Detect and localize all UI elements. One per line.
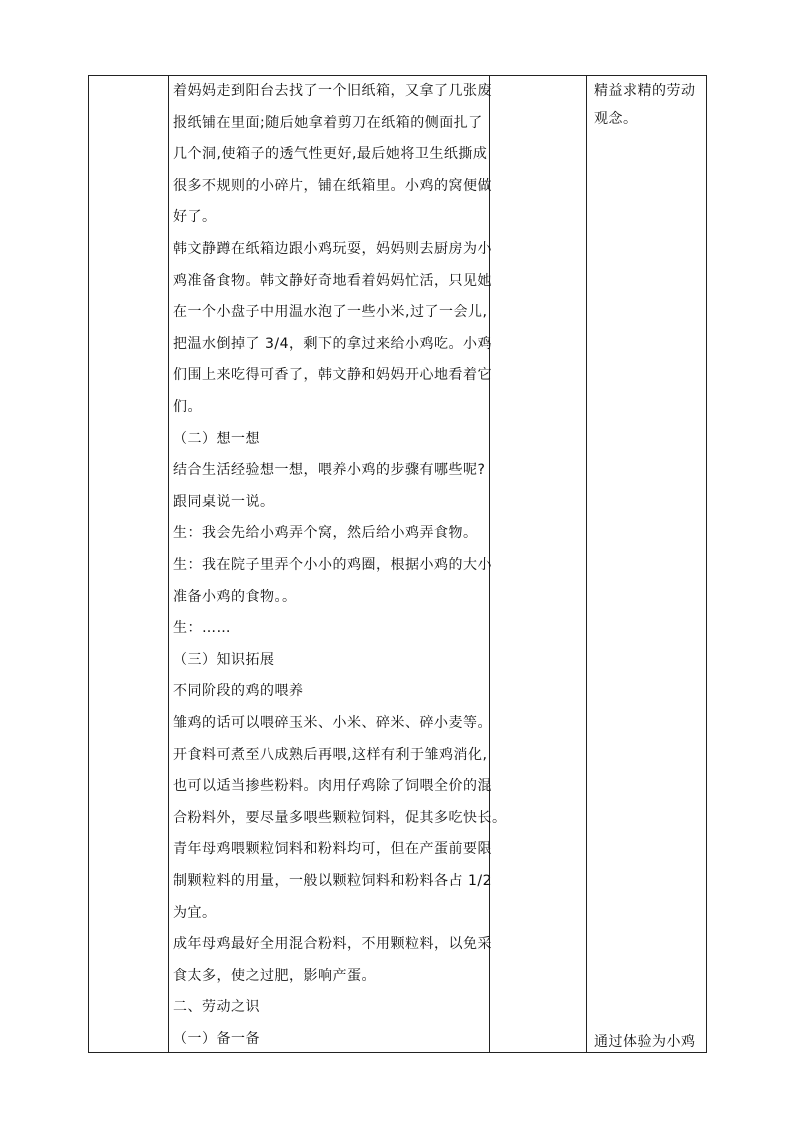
paragraph-line: 二、劳动之识 xyxy=(173,999,260,1016)
paragraph-line: 们。 xyxy=(173,399,202,415)
paragraph-line: 也可以适当掺些粉料。肉用仔鸡除了饲喂全价的混 xyxy=(173,778,492,795)
paragraph-line: 合粉料外，要尽量多喂些颗粒饲料，促其多吃快长。 xyxy=(173,809,507,826)
paragraph-line: 在一个小盘子中用温水泡了一些小米,过了一会儿, xyxy=(173,304,488,321)
paragraph-line: 生：我会先给小鸡弄个窝，然后给小鸡弄食物。 xyxy=(173,525,478,542)
paragraph-line: 青年母鸡喂颗粒饲料和粉料均可，但在产蛋前要限 xyxy=(173,841,492,858)
paragraph-line: 几个洞,使箱子的透气性更好,最后她将卫生纸撕成 xyxy=(173,146,488,163)
note-line: 精益求精的劳动 xyxy=(594,83,696,99)
paragraph-line: 着妈妈走到阳台去找了一个旧纸箱，又拿了几张废 xyxy=(173,83,492,99)
paragraph-line: 很多不规则的小碎片，铺在纸箱里。小鸡的窝便做 xyxy=(173,177,492,194)
notes-column xyxy=(594,76,704,1052)
paragraph-line: 好了。 xyxy=(173,209,217,226)
paragraph-line: 为宜。 xyxy=(173,904,217,921)
paragraph-line: （一）备一备 xyxy=(173,1031,260,1047)
paragraph-line: 把温水倒掉了 3/4，剩下的拿过来给小鸡吃。小鸡 xyxy=(173,335,492,352)
paragraph-line: 开食料可煮至八成熟后再喂,这样有利于雏鸡消化, xyxy=(173,746,488,763)
paragraph-line: 食太多，使之过肥，影响产蛋。 xyxy=(173,967,376,984)
paragraph-line: 结合生活经验想一想，喂养小鸡的步骤有哪些呢? xyxy=(173,462,486,479)
paragraph-line: 准备小鸡的食物。。 xyxy=(173,588,297,605)
lesson-table xyxy=(88,75,707,1053)
note-line-bottom: 通过体验为小鸡 xyxy=(594,1034,696,1050)
paragraph-line: 成年母鸡最好全用混合粉料，不用颗粒料，以免采 xyxy=(173,936,492,953)
column-divider-3 xyxy=(586,76,587,1052)
paragraph-line: 鸡准备食物。韩文静好奇地看着妈妈忙活，只见她 xyxy=(173,272,492,289)
paragraph-line: 生：…… xyxy=(173,620,231,637)
column-divider-1 xyxy=(168,76,169,1052)
paragraph-line: 们围上来吃得可香了，韩文静和妈妈开心地看着它 xyxy=(173,367,492,384)
paragraph-line: 雏鸡的话可以喂碎玉米、小米、碎米、碎小麦等。 xyxy=(173,715,492,731)
paragraph-line: 跟同桌说一说。 xyxy=(173,493,275,510)
paragraph-line: （二）想一想 xyxy=(173,430,260,447)
note-line: 观念。 xyxy=(594,111,638,127)
paragraph-line: 韩文静蹲在纸箱边跟小鸡玩耍，妈妈则去厨房为小 xyxy=(173,241,492,257)
paragraph-line: 报纸铺在里面;随后她拿着剪刀在纸箱的侧面扎了 xyxy=(173,114,483,131)
paragraph-line: 制颗粒料的用量，一般以颗粒饲料和粉料各占 1/2 xyxy=(173,873,492,889)
paragraph-line: 不同阶段的鸡的喂养 xyxy=(173,683,304,700)
paragraph-line: （三）知识拓展 xyxy=(173,651,275,668)
paragraph-line: 生：我在院子里弄个小小的鸡圈，根据小鸡的大小 xyxy=(173,557,492,573)
